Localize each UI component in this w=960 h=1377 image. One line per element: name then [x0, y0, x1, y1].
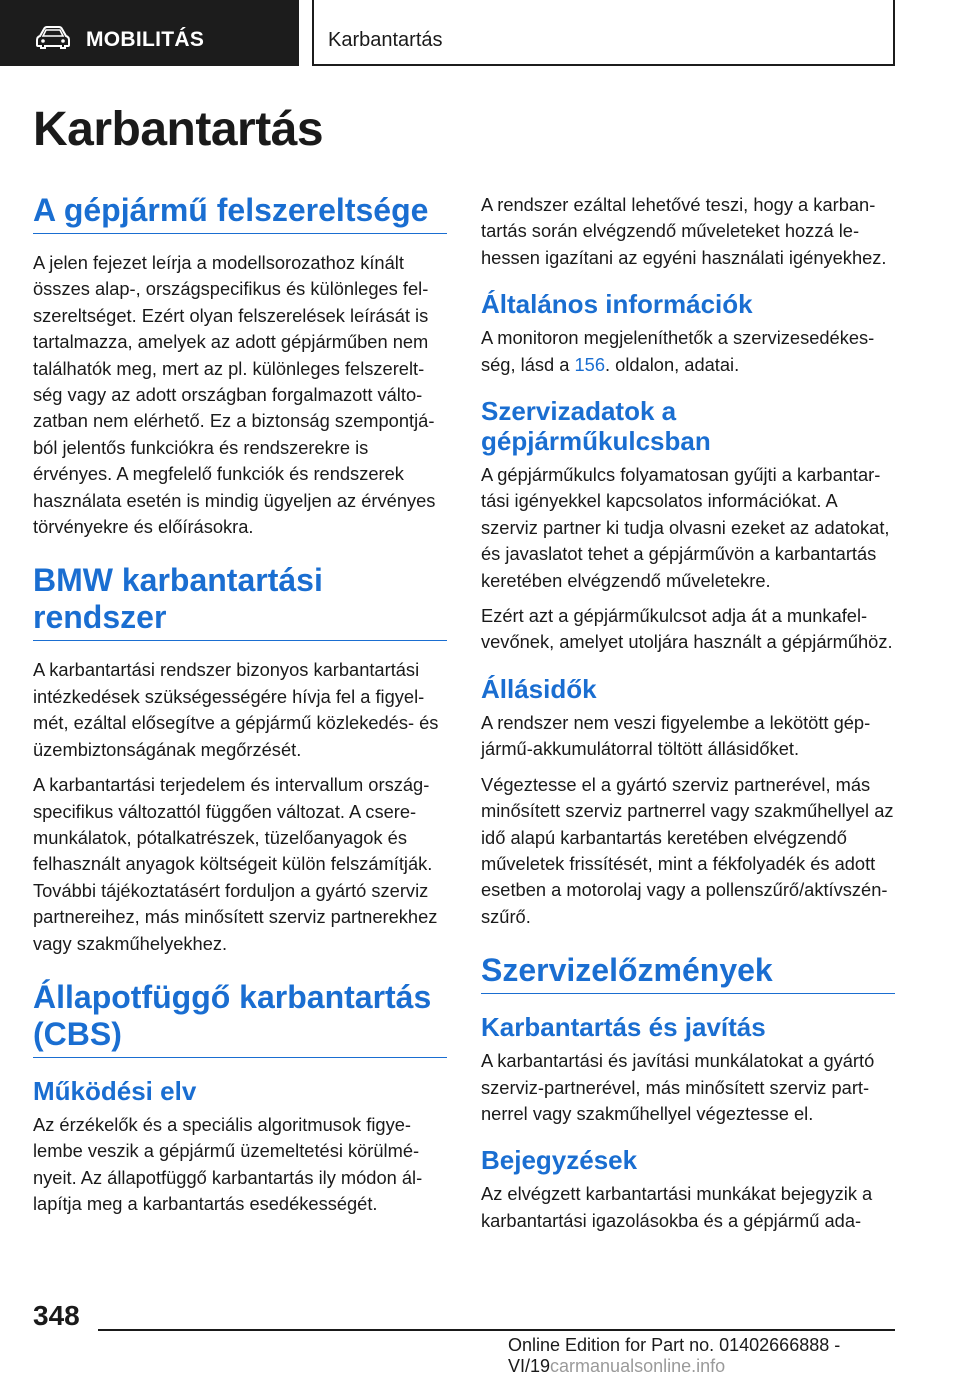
footer-divider	[98, 1329, 895, 1331]
section-heading-service-history: Szervizelőzmények	[481, 952, 895, 994]
chapter-label: Karbantartás	[328, 29, 443, 51]
subheading-maintenance-repair: Karbantartás és javítás	[481, 1012, 766, 1043]
paragraph: A gépjárműkulcs folyamatosan gyűjti a karbantartási igényekkel kapcsolatos információkat. A szerviz partner ki tudja olvasni ezeket az adatokat, és javaslatot tehet a gépjárművön a karbantartás keretében elvégzendő műveletekre.	[481, 464, 890, 591]
section-heading-equipment: A gépjármű felszereltsége	[33, 192, 447, 234]
watermark-text: carmanualsonline.info	[550, 1356, 726, 1376]
subheading-idle-times: Állásidők	[481, 673, 597, 704]
subheading-key-data: Szervizadatok a gépjárműkulcsban	[481, 396, 711, 457]
paragraph: A rendszer ezáltal lehetővé teszi, hogy a karbantartás során elvégzendő műveleteket hozzá lehessen igazítani az egyéni használati igényekhez.	[481, 194, 887, 268]
page-link[interactable]: 156	[574, 353, 606, 375]
paragraph: A jelen fejezet leírja a modellsorozathoz kínált összes alap-, országspecifikus és különleges felszereltséget. Ezért olyan felszerelések leírását is tartalmazza, amelyek az adott gépjárműben nem találhatók meg, mert az pl. különleges felszereltség vagy az adott országban forgalmazott változatban nem elérhető. Ez a biztonság szempontjából jelentős funkciókra és rendszerekre is érvényes. A megfelelő funkciók és rendszerek használata esetén is mindig ügyeljen az érvényes törvényekre és előírásokra.	[33, 252, 436, 538]
footer-edition	[508, 1335, 960, 1377]
paragraph: Az érzékelők és a speciális algoritmusok figyelembe veszik a gépjármű üzemeltetési körülményeit. Az állapotfüggő karbantartás ily módon állapítja meg a karbantartás esedékességét.	[33, 1113, 423, 1215]
page-number: 348	[33, 1300, 80, 1331]
text: A monitoron megjeleníthetők a szervizesedékesség, lásd a	[481, 327, 875, 375]
paragraph: A rendszer nem veszi figyelembe a lekötött gépjármű-akkumulátorral töltött állásidőket.	[481, 711, 871, 760]
section-label: MOBILITÁS	[86, 28, 205, 51]
subheading-operating-principle: Működési elv	[33, 1075, 197, 1106]
car-icon	[36, 26, 70, 48]
page-title: Karbantartás	[33, 103, 324, 156]
left-column	[33, 192, 447, 1227]
chapter-header	[312, 0, 895, 66]
text: . oldalon, adatai.	[605, 353, 740, 375]
paragraph: Végeztesse el a gyártó szerviz partnerével, más minősített szerviz partnerrel vagy szakműhellyel az idő alapú karbantartás keretében elvégzendő műveletek frissítését, mint a fékfolyadék és adott esetben a motorolaj vagy a pollenszűrő/aktívszén-szűrő.	[481, 773, 894, 927]
paragraph: A karbantartási rendszer bizonyos karbantartási intézkedések szükségességére hívja fel a figyelmét, ezáltal elősegítve a gépjármű közlekedés- és üzembiztonságának megőrzését.	[33, 659, 439, 760]
edition-text: Online Edition for Part no. 01402666888 - VI/19	[508, 1335, 841, 1376]
subheading-general-info: Általános információk	[481, 289, 753, 320]
paragraph: Ezért azt a gépjárműkulcsot adja át a munkafelvevőnek, amelyet utoljára használt a gépjárműhöz.	[481, 605, 893, 653]
paragraph: A karbantartási és javítási munkálatokat a gyártó szerviz-partnerével, más minősített szerviz partnerrel vagy szakműhellyel végeztesse el.	[481, 1050, 875, 1124]
right-column	[481, 192, 895, 1243]
paragraph: Az elvégzett karbantartási munkákat bejegyzik a karbantartási igazolásokba és a gépjármű ada-	[481, 1183, 873, 1231]
section-heading-cbs: Állapotfüggő karbantartás (CBS)	[33, 979, 447, 1058]
subheading-entries: Bejegyzések	[481, 1145, 638, 1176]
section-tab	[0, 0, 299, 66]
section-heading-maintenance-system: BMW karbantartási rendszer	[33, 562, 447, 641]
paragraph	[481, 325, 895, 378]
paragraph: A karbantartási terjedelem és intervallum országspecifikus változattól függően változat. A cseremunkálatok, pótalkatrészek, tüzelőanyagok és felhasznált anyagok költségeit külön felszámítják. További tájékoztatásért forduljon a gyártó szerviz partnereihez, más minősített szerviz partnerekhez vagy szakműhelyekhez.	[33, 774, 438, 954]
